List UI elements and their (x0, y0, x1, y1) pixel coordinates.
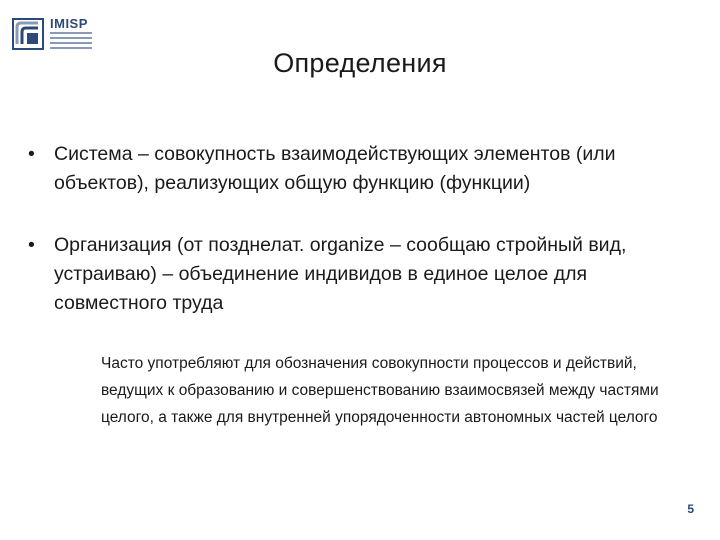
logo-text: IMISP (50, 16, 88, 31)
page-number: 5 (687, 502, 694, 516)
slide-title: Определения (273, 48, 447, 78)
bullet-item-system (28, 140, 698, 198)
organization-note: Часто употребляют для обозначения совокупности процессов и действий, ведущих к образованию и совершенствованию взаимосвязей между частями целого, а также для внутренней упорядоченности автономных частей целого (101, 355, 659, 426)
bullet-text-system: Система – совокупность взаимодействующих элементов (или объектов), реализующих общую функцию (функции) (54, 143, 616, 194)
bullet-marker: • (28, 143, 35, 165)
bullet-item-organization (28, 231, 698, 318)
bullet-marker: • (28, 234, 35, 256)
logo-emblem-icon (12, 18, 44, 50)
bullet-list (28, 140, 698, 318)
bullet-text-organization: Организация (от позднелат. organize – сообщаю стройный вид, устраиваю) – объединение индивидов в единое целое для совместного труда (54, 234, 627, 314)
